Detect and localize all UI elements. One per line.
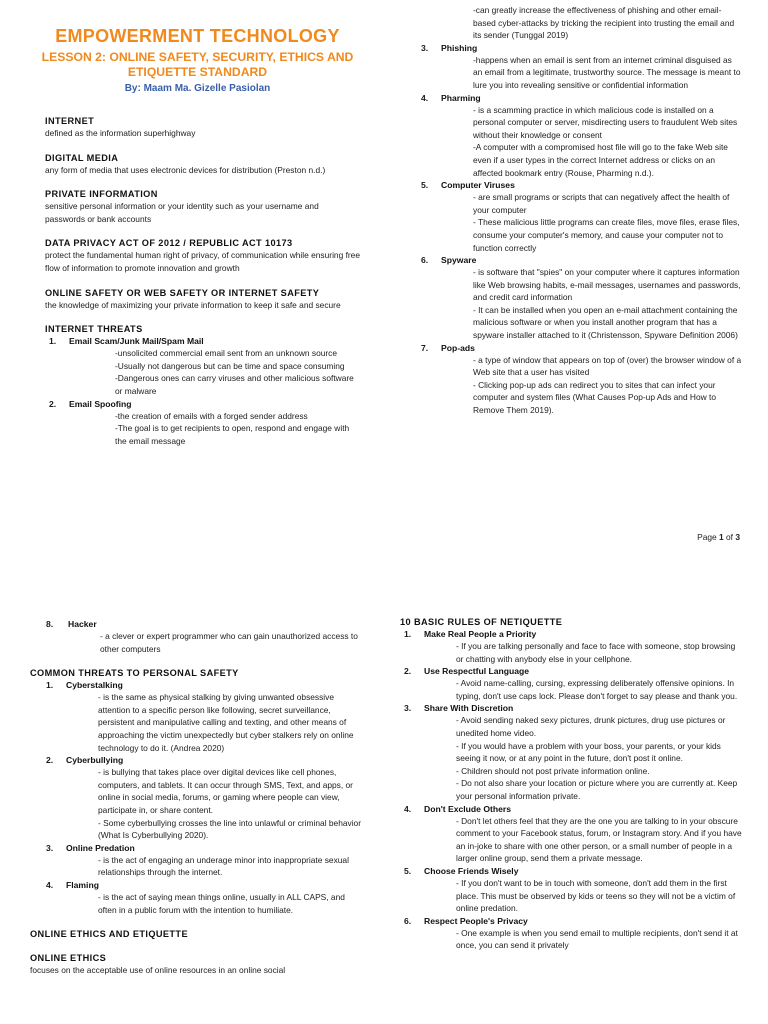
list-item <box>400 915 745 952</box>
item-number: 1. <box>404 629 412 639</box>
item-line: - Some cyberbullying crosses the line into unlawful or criminal behavior (What Is Cyberbullying 2020). <box>98 817 362 841</box>
online-ethics-section <box>30 928 365 940</box>
section-heading: ONLINE ETHICS AND ETIQUETTE <box>30 929 188 940</box>
definition-text: defined as the information superhighway <box>45 128 196 138</box>
item-line: - is the act of saying mean things online, usually in ALL CAPS, and often in a public forum with the intention to humiliate. <box>98 891 345 915</box>
item-title: Hacker <box>68 619 97 629</box>
item-number: 3. <box>421 42 429 53</box>
list-item <box>417 42 742 92</box>
internet-threats-section <box>45 323 360 447</box>
page-2 <box>0 612 768 1024</box>
item-number: 1. <box>46 680 54 691</box>
item-line: - Children should not post private information online. <box>456 765 650 776</box>
item-line: - is software that "spies" on your computer where it captures information like Web browsing habits, e-mail messages, usernames and passwords, and credit card information <box>473 267 741 303</box>
item-title: Choose Friends Wisely <box>424 865 519 876</box>
definition-text: sensitive personal information or your identity such as your username and passwords or bank accounts <box>45 201 319 224</box>
definition-online-ethics <box>30 952 365 977</box>
item-line: - If you are talking personally and face to face with someone, stop browsing or chatting with anybody else in your cellphone. <box>456 641 736 664</box>
item-number: 6. <box>421 255 429 266</box>
list-item <box>30 842 365 879</box>
list-item <box>45 398 360 448</box>
list-item <box>30 679 365 754</box>
item-number: 6. <box>404 915 412 926</box>
section-heading: COMMON THREATS TO PERSONAL SAFETY <box>30 668 239 679</box>
page-number-total: 3 <box>735 532 740 542</box>
item-number: 3. <box>404 703 412 714</box>
list-item <box>417 254 742 342</box>
item-number: 3. <box>46 842 54 853</box>
page-gap <box>0 560 768 612</box>
item-line: - If you don't want to be in touch with someone, don't add them in the first place. This must be observed by kids or teens so they will not be a victim of online predation. <box>456 877 736 914</box>
item-line: -Usually not dangerous but can be time and space consuming <box>115 360 345 371</box>
list-item <box>400 665 745 702</box>
definition-internet <box>45 115 360 140</box>
page-number-current: 1 <box>719 532 724 542</box>
definition-term: DATA PRIVACY ACT OF 2012 / REPUBLIC ACT 10173 <box>45 238 293 249</box>
list-item <box>417 92 742 180</box>
item-title: Make Real People a Priority <box>424 629 537 639</box>
item-number: 7. <box>421 342 429 353</box>
page-1-left-column <box>41 26 361 447</box>
item-title: Flaming <box>66 879 99 890</box>
item-title: Email Scam/Junk Mail/Spam Mail <box>69 336 204 347</box>
item-line: -The goal is to get recipients to open, respond and engage with the email message <box>115 423 350 446</box>
item-number: 5. <box>404 865 412 876</box>
item-line: - a clever or expert programmer who can gain unauthorized access to other computers <box>100 631 358 654</box>
personal-safety-section <box>30 667 365 916</box>
item-number: 5. <box>421 180 429 191</box>
item-number: 8. <box>46 619 54 629</box>
section-heading: 10 BASIC RULES OF NETIQUETTE <box>400 617 563 627</box>
list-item <box>45 335 360 397</box>
page-number-sep: of <box>726 532 733 542</box>
item-line: - a type of window that appears on top of (over) the browser window of a Web site that a user has visited <box>473 354 742 378</box>
item-line: - Avoid name-calling, cursing, expressing deliberately offensive opinions. In typing, don't use caps lock. Please don't forget to say please and thank you. <box>456 678 738 701</box>
item-title: Respect People's Privacy <box>424 915 528 926</box>
item-line: -unsolicited commercial email sent from an unknown source <box>115 348 338 359</box>
item-line: - Don't let others feel that they are the one you are talking to in your obscure comment to your Facebook status, forum, or Instagram story. And if you have an in-joke to share with one other person, or a small number of people in a larger online group, send them a private message. <box>456 815 742 864</box>
definition-digital-media <box>45 152 360 177</box>
definition-term: INTERNET <box>45 116 95 126</box>
item-title: Computer Viruses <box>441 180 515 191</box>
list-item <box>400 865 745 915</box>
item-title: Use Respectful Language <box>424 666 530 677</box>
item-number: 2. <box>404 666 412 677</box>
page-2-right-column <box>400 616 745 952</box>
item-line: -can greatly increase the effectiveness of phishing and other email-based cyber-attacks by tricking the recipient into trusting the email and its sender (Tunggal 2019) <box>473 5 735 41</box>
item-title: Email Spoofing <box>69 398 132 409</box>
item-line: -Dangerous ones can carry viruses and other malicious software or malware <box>115 373 354 396</box>
item-title: Spyware <box>441 255 477 266</box>
definition-term: PRIVATE INFORMATION <box>45 189 158 200</box>
list-item <box>30 754 365 842</box>
definition-text: any form of media that uses electronic devices for distribution (Preston n.d.) <box>45 164 326 175</box>
item-line: - If you would have a problem with your boss, your parents, or your kids seeing it now, or at any point in the future, don't post it online. <box>456 740 721 764</box>
item-title: Cyberstalking <box>66 680 123 691</box>
definition-term: ONLINE SAFETY OR WEB SAFETY OR INTERNET SAFETY <box>45 287 320 298</box>
item-line: -A computer with a compromised host file will go to the fake Web site even if a user types in the correct Internet address or clicks on an affected bookmark entry (Rouse, Pharming n.d.). <box>473 142 728 178</box>
item-line: - Do not also share your location or picture where you are currently at. Keep your personal information private. <box>456 778 738 801</box>
item-title: Pop-ads <box>441 342 475 353</box>
item-number: 1. <box>49 336 57 347</box>
definition-online-safety <box>45 287 360 312</box>
item-number: 4. <box>421 92 429 103</box>
list-item-continuation <box>417 4 742 42</box>
item-number: 2. <box>49 398 57 409</box>
item-title: Share With Discretion <box>424 703 514 714</box>
item-number: 2. <box>46 755 54 766</box>
item-line: - are small programs or scripts that can negatively affect the health of your computer <box>473 192 730 215</box>
definition-term: ONLINE ETHICS <box>30 953 107 964</box>
item-line: - Avoid sending naked sexy pictures, drunk pictures, drug use pictures or unedited home video. <box>456 715 726 738</box>
section-heading: INTERNET THREATS <box>45 324 143 335</box>
item-title: Cyberbullying <box>66 755 124 766</box>
list-item <box>400 803 745 865</box>
item-line: -the creation of emails with a forged sender address <box>115 410 308 421</box>
item-line: - It can be installed when you open an e-mail attachment containing the malicious software or when you install another program that has a spyware installer attached to it (Christensson, Spyware Definition 2006) <box>473 304 738 341</box>
item-line: - is the act of engaging an underage minor into inappropriate sexual relationships through the internet. <box>98 854 349 878</box>
list-item <box>417 179 742 254</box>
document-title: EMPOWERMENT TECHNOLOGY <box>55 26 340 46</box>
definition-text: the knowledge of maximizing your private information to keep it safe and secure <box>45 299 341 310</box>
item-title: Phishing <box>441 42 478 53</box>
item-line: - is a scamming practice in which malicious code is installed on a personal computer or server, misdirecting users to fraudulent Web sites without their knowledge or consent <box>473 104 738 140</box>
page-number <box>697 532 740 542</box>
item-title: Online Predation <box>66 842 135 853</box>
item-line: -happens when an email is sent from an internet criminal disguised as an email from a legitimate, trustworthy source. The message is meant to lure you into revealing sensitive or confidential information <box>473 54 741 90</box>
definition-term: DIGITAL MEDIA <box>45 152 119 163</box>
item-number: 4. <box>46 879 54 890</box>
list-item <box>30 618 365 655</box>
list-item <box>30 879 365 916</box>
item-title: Don't Exclude Others <box>424 803 512 814</box>
lesson-title: LESSON 2: ONLINE SAFETY, SECURITY, ETHICS AND ETIQUETTE STANDARD <box>41 50 354 79</box>
author-line: By: Maam Ma. Gizelle Pasiolan <box>124 83 271 94</box>
item-line: - Clicking pop-up ads can redirect you to sites that can infect your computer and system files (What Causes Pop-up Ads and How to Remove Them 2019). <box>473 379 716 416</box>
list-item <box>417 342 742 417</box>
list-item <box>400 702 745 802</box>
item-number: 4. <box>404 803 412 814</box>
page-1-right-column <box>417 4 742 417</box>
definition-private-information <box>45 188 360 225</box>
item-line: - is bullying that takes place over digital devices like cell phones, computers, and tablets. It can occur through SMS, Text, and apps, or online in social media, forums, or gaming where people can view, participate in, or share content. <box>98 767 353 815</box>
item-line: - One example is when you send email to multiple recipients, don't send it at once, you can send it privately <box>456 927 738 951</box>
item-title: Pharming <box>441 92 481 103</box>
definition-data-privacy-act <box>45 237 360 274</box>
definition-text: protect the fundamental human right of privacy, of communication while ensuring free flow of information to promote innovation and growth <box>45 250 361 273</box>
list-item <box>400 628 745 665</box>
item-line: - These malicious little programs can create files, move files, erase files, consume your computer's memory, and cause your computer not to function correctly <box>473 217 740 253</box>
page-number-prefix: Page <box>697 532 717 542</box>
page-2-left-column <box>30 618 365 977</box>
item-line: - is the same as physical stalking by giving unwanted obsessive attention to a specific person like following, secret surveillance, persistent and manipulative calling and texting, and other means of approaching the victim unexpectedly but cyber stalkers rely on online technology to do it. (Andrea 2020) <box>98 692 354 753</box>
definition-text: focuses on the acceptable use of online resources in an online social <box>30 965 286 976</box>
